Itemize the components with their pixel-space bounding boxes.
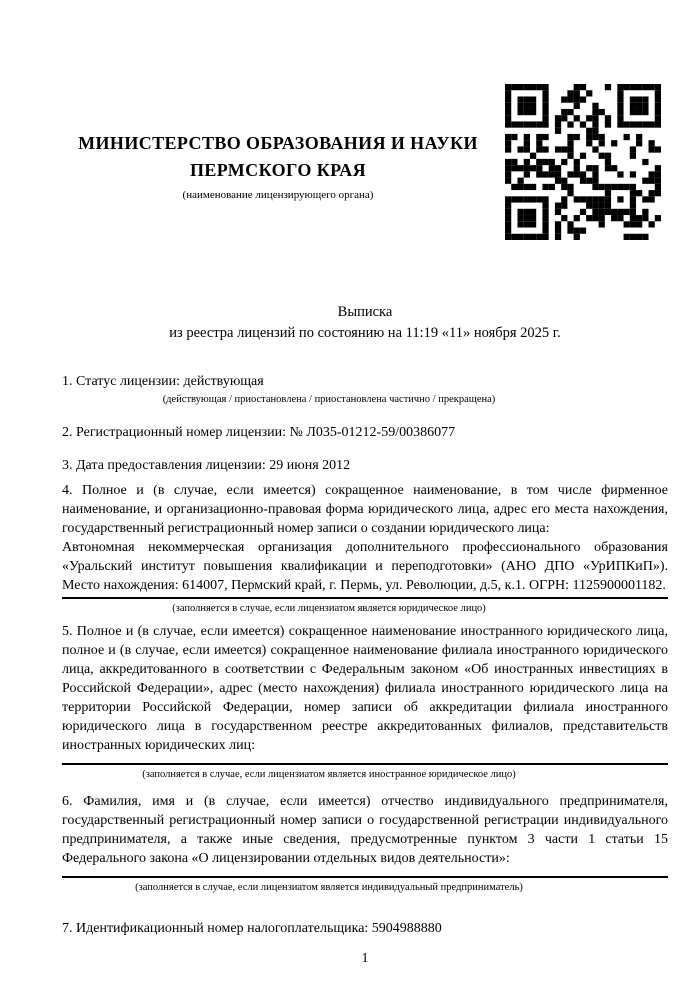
item-legal-entity-label: 4. Полное и (в случае, если имеется) сокращенное наименование, в том числе фирменное наименование, и организационно-правовая форма юридического лица, адрес его места нахождения, государственный регистрационный номер записи о создании юридического лица: [62,483,668,536]
licensing-authority-name-line1: МИНИСТЕРСТВО ОБРАЗОВАНИЯ И НАУКИ [78,133,478,153]
licensing-authority-caption: (наименование лицензирующего органа) [182,189,374,201]
item-individual-entrepreneur-caption: (заполняется в случае, если лицензиатом является индивидуальный предприниматель) [135,882,523,893]
item-foreign-entity-label: 5. Полное и (в случае, если имеется) сокращенное наименование иностранного юридического лица, полное и (в случае, если имеется) сокращенное наименование филиала иностранного юридического лица, аккредитованного в соответствии с Федеральным законом «Об иностранных инвестициях в Российской Федерации», адрес (место нахождения) филиала иностранного юридического лица на территории Российской Федерации, номер записи об аккредитации филиала иностранного юридического лица в государственном реестре аккредитованных филиалов, представительств иностранных юридических лиц: [62,624,668,753]
fill-line [62,876,668,878]
fill-line [62,597,668,599]
item-foreign-entity [62,622,668,782]
item-grant-date: 3. Дата предоставления лицензии: 29 июня 2012 [62,458,351,473]
licensing-authority-name-line2: ПЕРМСКОГО КРАЯ [189,160,367,180]
item-legal-entity [62,481,668,616]
item-foreign-entity-caption: (заполняется в случае, если лицензиатом является иностранное юридическое лицо) [142,769,516,780]
item-taxpayer-number: 7. Идентификационный номер налогоплательщика: 5904988880 [62,921,442,936]
document-title-block [62,302,668,344]
page-number: 1 [361,950,369,965]
empty-value-space [62,755,668,761]
document-title: Выписка [337,304,393,320]
item-individual-entrepreneur-label: 6. Фамилия, имя и (в случае, если имеется) отчество индивидуального предпринимателя, государственный регистрационный номер записи о государственной регистрации индивидуального предпринимателя, а также иные сведения, предусмотренные пунктом 3 части 1 статьи 15 Федерального закона «О лицензировании отдельных видов деятельности»: [62,794,668,866]
item-license-status: 1. Статус лицензии: действующая [62,374,264,389]
item-license-status-caption: (действующая / приостановлена / приостановлена частично / прекращена) [162,394,496,405]
item-legal-entity-value: Автономная некоммерческая организация дополнительного профессионального образования «Уральский институт повышения квалификации и переподготовки» (АНО ДПО «УрИПКиП»). Место нахождения: 614007, Пермский край, г. Пермь, ул. Революции, д.5, к.1. ОГРН: 1125900001182. [62,540,668,593]
fill-line [62,763,668,765]
licensing-authority-block [62,130,494,202]
qr-code-icon [505,84,661,240]
document-subtitle: из реестра лицензий по состоянию на 11:19 «11» ноября 2025 г. [169,325,561,341]
document-header [62,0,668,245]
empty-value-space [62,868,668,874]
item-legal-entity-caption: (заполняется в случае, если лицензиатом является юридическое лицо) [172,603,486,614]
item-registration-number: 2. Регистрационный номер лицензии: № Л035-01212-59/00386077 [62,425,456,440]
item-individual-entrepreneur [62,792,668,895]
page-content [62,0,668,966]
